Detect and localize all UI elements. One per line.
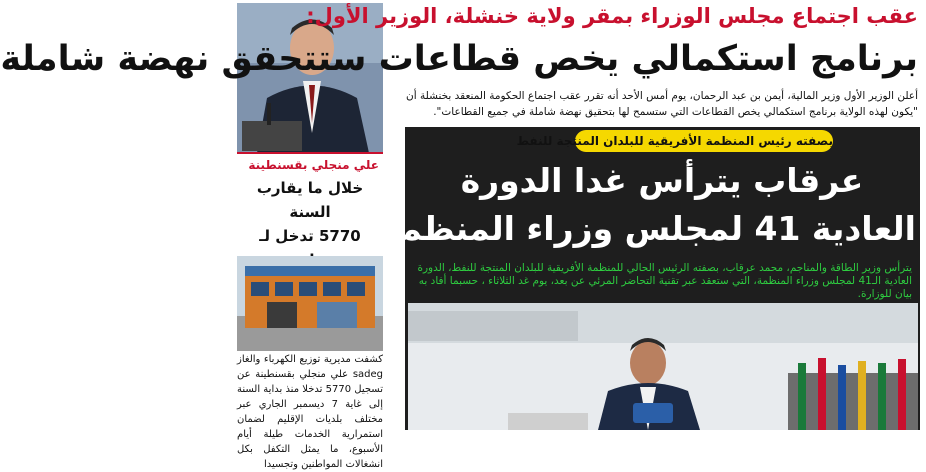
top-story-lead (386, 88, 918, 122)
left-story-body: كشفت مديرية توزيع الكهرباء والغاز sadeg علي منجلي بقسنطينة عن تسجيل 5770 تدخلا منذ بداية السنة إلى غاية 7 ديسمبر الجاري عبر مختلف بلديات الإقليم لضمان استمرارية الخدمات طيلة أيام الأسبوع، ما يمثل التكفل بكل انشغالات المواطنين وتجسيدا (237, 354, 383, 470)
top-story-lead-line: "يكون لهذه الولاية برنامج استكمالي يخص القطاعات التي ستسمح لها بتحقيق نهضة شاملة في جميع القطاعات". (433, 106, 918, 118)
left-story-headline-line: خلال ما يقارب السنة (256, 179, 364, 221)
top-story-lead-line: أعلن الوزير الأول وزير المالية، أيمن بن عبد الرحمان، يوم أمس الأحد أنه تقرر عقب اجتماع الحكومة المنعقد بخنشلة أن (406, 90, 918, 102)
left-story-headline-line: 5770 تدخل لـ (259, 227, 361, 245)
top-story-kicker: عقب اجتماع مجلس الوزراء بمقر ولاية خنشلة، الوزير الأول: (306, 4, 918, 28)
minister-conference-photo (408, 303, 918, 430)
left-story-headline (237, 176, 383, 250)
main-story-lead: يترأس وزير الطاقة والمناجم، محمد عرقاب، بصفته الرئيس الحالي للمنظمة الأفريقية للبلدان المنتجة للنفط، الدورة العادية الـ41 لمجلس وزراء المنظمة، التي ستعقد عبر تقنية التحاضر المرئي عن بعد، يوم غد الثلاثاء ، حسبما أفاد به بيان للوزارة. (417, 262, 912, 300)
left-story-author: علي منجلي بقسنطينة (237, 152, 383, 174)
main-story-title-line: العادية 41 لمجلس وزراء المنظمة (381, 209, 916, 248)
main-story-kicker: بصفته رئيس المنظمة الأفريقية للبلدان المنتجة للنفط (575, 130, 833, 152)
main-story-title-line: عرقاب يترأس غدا الدورة (460, 161, 864, 200)
top-story-headline: برنامج استكمالي يخص قطاعات ستتحقق نهضة شاملة (0, 39, 918, 79)
building-photo (237, 256, 383, 351)
